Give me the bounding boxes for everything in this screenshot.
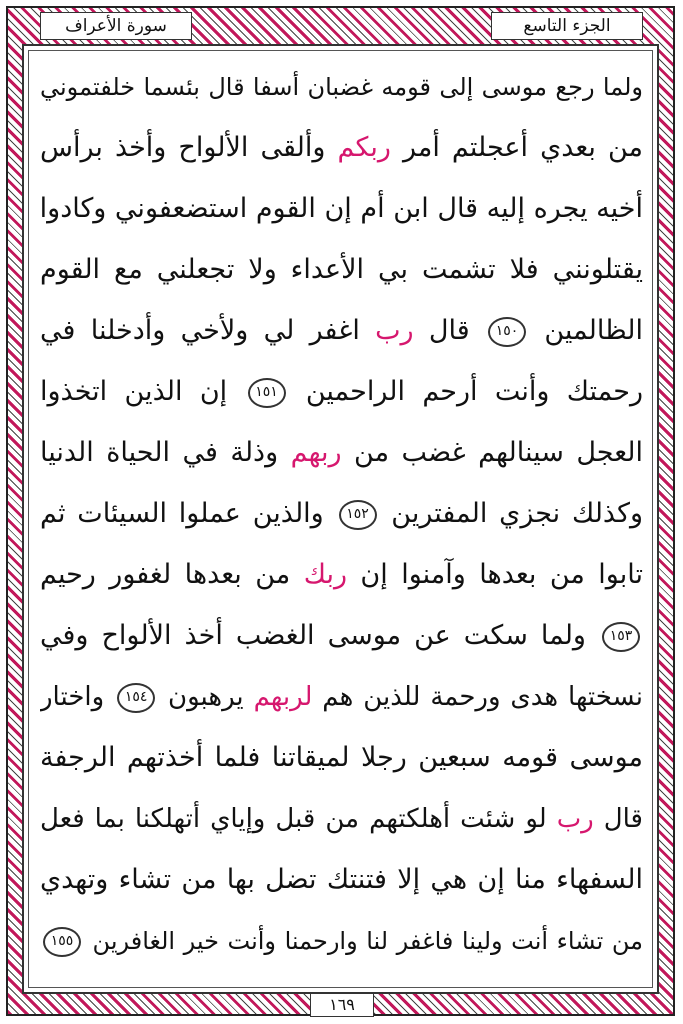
verse-text: من بعدها لغفور رحيم <box>40 559 304 590</box>
divine-name: رب <box>375 315 414 346</box>
verse-text: واختار <box>40 682 115 712</box>
verse-line-5 <box>40 302 643 360</box>
divine-name: ربكم <box>337 132 391 163</box>
verse-line-15 <box>40 912 643 970</box>
ayah-number-marker: ١٥٤ <box>117 683 155 713</box>
divine-name: رب <box>556 804 594 834</box>
verse-text: الظالمين <box>529 315 643 346</box>
verse-line-14 <box>40 851 643 909</box>
verse-text: ولما رجع موسى إلى قومه غضبان أسفا قال بئسما خلفتموني <box>40 73 643 101</box>
juz-label: الجزء التاسع <box>491 12 643 40</box>
ayah-number-marker: ١٥٢ <box>339 500 377 530</box>
ayah-number-marker: ١٥٣ <box>602 622 640 652</box>
verse-line-3 <box>40 180 643 238</box>
verse-line-11 <box>40 668 643 726</box>
verse-text: وكذلك نجزي المفترين <box>379 498 643 529</box>
verse-text: لو شئت أهلكتهم من قبل وإياي أتهلكنا بما فعل <box>40 804 557 834</box>
verse-line-13 <box>40 790 643 848</box>
verse-text: قال <box>413 315 486 346</box>
verse-line-12 <box>40 729 643 787</box>
ayah-number-marker: ١٥٥ <box>43 927 81 957</box>
verse-text: إن الذين اتخذوا <box>40 376 245 407</box>
verse-text: نسختها هدى ورحمة للذين هم <box>312 682 643 712</box>
verse-text: يقتلونني فلا تشمت بي الأعداء ولا تجعلني مع القوم <box>40 254 643 285</box>
verse-text: العجل سينالهم غضب من <box>341 437 643 468</box>
ayah-number-marker: ١٥١ <box>248 378 286 408</box>
verse-text: من بعدي أعجلتم أمر <box>390 132 643 163</box>
verse-text: تابوا من بعدها وآمنوا إن <box>347 559 643 590</box>
verse-text: موسى قومه سبعين رجلا لميقاتنا فلما أخذتهم الرجفة <box>40 742 643 773</box>
verse-line-4 <box>40 241 643 299</box>
verse-line-2 <box>40 119 643 177</box>
ayah-number-marker: ١٥٠ <box>488 317 526 347</box>
verse-text: ولما سكت عن موسى الغضب أخذ الألواح وفي <box>40 620 599 651</box>
verse-line-8 <box>40 485 643 543</box>
divine-name: ربك <box>303 559 347 590</box>
verse-line-10 <box>40 607 643 665</box>
verse-text: السفهاء منا إن هي إلا فتنتك تضل بها من تشاء وتهدي <box>40 864 643 895</box>
verse-text: قال <box>593 804 643 834</box>
divine-name: لربهم <box>253 682 313 712</box>
surah-label: سورة الأعراف <box>40 12 192 40</box>
verse-line-9 <box>40 546 643 604</box>
verse-text: رحمتك وأنت أرحم الراحمين <box>288 376 643 407</box>
verse-text: وذلة في الحياة الدنيا <box>40 437 291 468</box>
verse-line-7 <box>40 424 643 482</box>
verse-text: من تشاء أنت ولينا فاغفر لنا وارحمنا وأنت خير الغافرين <box>84 927 643 955</box>
verse-text: يرهبون <box>158 682 254 712</box>
verse-text: وألقى الألواح وأخذ برأس <box>40 132 338 163</box>
verse-text: اغفر لي ولأخي وأدخلنا في <box>40 315 376 346</box>
quran-text-area <box>40 58 643 978</box>
verse-line-1 <box>40 58 643 116</box>
divine-name: ربهم <box>290 437 342 468</box>
verse-line-6 <box>40 363 643 421</box>
verse-text: أخيه يجره إليه قال ابن أم إن القوم استضعفوني وكادوا <box>40 193 643 224</box>
page-number: ١٦٩ <box>310 993 374 1017</box>
verse-text: والذين عملوا السيئات ثم <box>40 498 336 529</box>
